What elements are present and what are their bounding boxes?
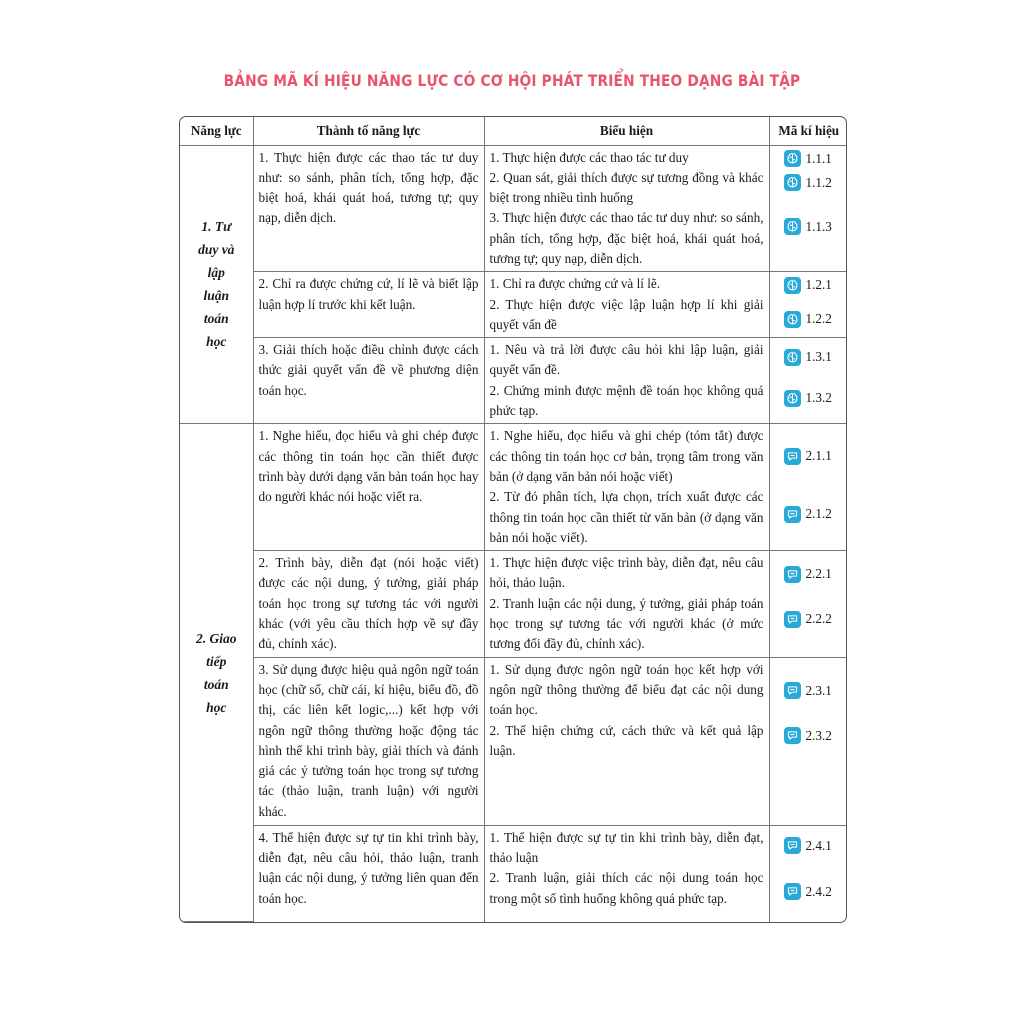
code-item — [784, 882, 832, 902]
brain-icon — [784, 311, 801, 328]
code-cell — [769, 551, 847, 657]
header-code: Mã kí hiệu — [769, 117, 847, 145]
code-label: 2.3.2 — [805, 727, 832, 743]
competency-table — [180, 117, 847, 922]
expression-cell — [484, 272, 769, 338]
brain-icon — [784, 150, 801, 167]
code-item — [784, 149, 832, 169]
expression-line: 2. Quan sát, giải thích được sự tương đồng và khác biệt trong nhiều tình huống — [489, 169, 764, 206]
competency-thinking: 1. Tư duy và lập luận toán học — [180, 145, 253, 424]
table-row — [180, 825, 847, 921]
chat-bubble-icon — [784, 883, 801, 900]
code-label: 2.1.2 — [805, 506, 832, 522]
element-cell: 2. Chỉ ra được chứng cứ, lí lẽ và biết lập luận hợp lí trước khi kết luận. — [253, 272, 484, 338]
expression-line: 2. Chứng minh được mệnh đề toán học không quá phức tạp. — [489, 382, 764, 419]
header-competency: Năng lực — [180, 117, 253, 145]
chat-bubble-icon — [784, 727, 801, 744]
code-label: 1.1.1 — [805, 150, 832, 166]
code-label: 1.3.1 — [805, 349, 832, 365]
chat-bubble-icon — [784, 506, 801, 523]
expression-cell — [484, 145, 769, 272]
expression-cell — [484, 825, 769, 921]
code-label: 2.1.1 — [805, 448, 832, 464]
brain-icon — [784, 390, 801, 407]
code-item — [784, 388, 832, 408]
expression-cell — [484, 424, 769, 551]
chat-bubble-icon — [784, 448, 801, 465]
code-item — [784, 609, 832, 629]
code-label: 1.2.1 — [805, 277, 832, 293]
table-row — [180, 424, 847, 551]
table-header-row — [180, 117, 847, 145]
expression-line: 2. Từ đó phân tích, lựa chọn, trích xuất được các thông tin toán học cần thiết từ văn bản (ở dạng văn bản nói hoặc viết). — [489, 489, 764, 545]
expression-line: 1. Thực hiện được các thao tác tư duy — [489, 149, 689, 165]
code-item — [784, 564, 832, 584]
table-row — [180, 338, 847, 424]
expression-line: 1. Thực hiện được việc trình bày, diễn đạt, nêu câu hỏi, thảo luận. — [489, 555, 764, 591]
brain-icon — [784, 349, 801, 366]
table-row — [180, 657, 847, 825]
table-row — [180, 551, 847, 657]
code-label: 1.1.3 — [805, 218, 832, 234]
code-label: 1.2.2 — [805, 311, 832, 327]
code-cell — [769, 338, 847, 424]
code-cell — [769, 424, 847, 551]
expression-cell — [484, 338, 769, 424]
code-item — [784, 309, 832, 329]
expression-line: 1. Sử dụng được ngôn ngữ toán học kết hợp với ngôn ngữ thông thường để biểu đạt các nội dung toán học. — [489, 661, 764, 718]
expression-line: 2. Thể hiện chứng cứ, cách thức và kết quả lập luận. — [489, 722, 764, 758]
page-title: BẢNG MÃ KÍ HIỆU NĂNG LỰC CÓ CƠ HỘI PHÁT TRIỂN THEO DẠNG BÀI TẬP — [223, 71, 801, 90]
code-cell — [769, 657, 847, 825]
brain-icon — [784, 218, 801, 235]
code-item — [784, 275, 832, 295]
chat-bubble-icon — [784, 837, 801, 854]
expression-line: 2. Tranh luận các nội dung, ý tưởng, giải pháp toán học trong sự tương tác với người khác (ở mức tương đối đầy đủ, chính xác). — [489, 595, 764, 652]
code-item — [784, 173, 832, 193]
header-expression: Biểu hiện — [484, 117, 769, 145]
element-cell: 3. Giải thích hoặc điều chỉnh được cách thức giải quyết vấn đề về phương diện toán học. — [253, 338, 484, 424]
code-label: 1.3.2 — [805, 390, 832, 406]
code-label: 2.4.1 — [805, 837, 832, 853]
expression-line: 3. Thực hiện được các thao tác tư duy như: so sánh, phân tích, tổng hợp, đặc biệt hoá, khái quát hoá, tương tự; quy nạp, diễn dịch. — [489, 210, 764, 266]
expression-line: 1. Thể hiện được sự tự tin khi trình bày, diễn đạt, thảo luận — [489, 829, 764, 865]
element-cell: 3. Sử dụng được hiệu quả ngôn ngữ toán học (chữ số, chữ cái, kí hiệu, biểu đồ, đồ thị, các liên kết logic,...) kết hợp với ngôn ngữ thông thường hoặc động tác hình thể khi trình bày, giải thích và đánh giá các ý tưởng toán học trong sự tương tác (thảo luận, tranh luận) với người khác. — [253, 657, 484, 825]
header-element: Thành tố năng lực — [253, 117, 484, 145]
code-label: 1.1.2 — [805, 174, 832, 190]
table-row — [180, 145, 847, 272]
code-cell — [769, 825, 847, 921]
expression-cell — [484, 657, 769, 825]
expression-line: 1. Chỉ ra được chứng cứ và lí lẽ. — [489, 276, 661, 292]
element-cell: 1. Thực hiện được các thao tác tư duy như: so sánh, phân tích, tổng hợp, đặc biệt hoá, khái quát hoá, tương tự; quy nạp, diễn dịch. — [253, 145, 484, 272]
expression-line: 2. Tranh luận, giải thích các nội dung toán học trong một số tình huống không quá phức tạp. — [489, 870, 764, 906]
code-item — [784, 446, 832, 466]
code-label: 2.2.2 — [805, 611, 832, 627]
brain-icon — [784, 277, 801, 294]
expression-line: 1. Nêu và trả lời được câu hỏi khi lập luận, giải quyết vấn đề. — [489, 342, 764, 378]
chat-bubble-icon — [784, 682, 801, 699]
element-cell: 2. Trình bày, diễn đạt (nói hoặc viết) được các nội dung, ý tưởng, giải pháp toán học trong sự tương tác với người khác (với yêu cầu thích hợp về sự đầy đủ, chính xác). — [253, 551, 484, 657]
competency-table-frame — [179, 116, 847, 923]
expression-cell — [484, 551, 769, 657]
code-label: 2.4.2 — [805, 883, 832, 899]
code-item — [784, 726, 832, 746]
chat-bubble-icon — [784, 611, 801, 628]
code-label: 2.2.1 — [805, 566, 832, 582]
element-cell: 4. Thể hiện được sự tự tin khi trình bày, diễn đạt, nêu câu hỏi, thảo luận, tranh luận các nội dung, ý tưởng liên quan đến toán học. — [253, 825, 484, 921]
code-item — [784, 504, 832, 524]
code-cell — [769, 145, 847, 272]
competency-communication: 2. Giao tiếp toán học — [180, 424, 253, 922]
element-cell: 1. Nghe hiểu, đọc hiểu và ghi chép được các thông tin toán học cần thiết được trình bày dưới dạng văn bản toán học hay do người khác nói hoặc viết ra. — [253, 424, 484, 551]
table-row — [180, 272, 847, 338]
expression-line: 2. Thực hiện được việc lập luận hợp lí khi giải quyết vấn đề — [489, 296, 764, 332]
code-item — [784, 217, 832, 237]
brain-icon — [784, 174, 801, 191]
code-item — [784, 681, 832, 701]
code-cell — [769, 272, 847, 338]
code-item — [784, 347, 832, 367]
expression-line: 1. Nghe hiểu, đọc hiểu và ghi chép (tóm tắt) được các thông tin toán học cơ bản, trọng tâm trong văn bản (ở dạng văn bản nói hoặc viết) — [489, 428, 764, 484]
code-label: 2.3.1 — [805, 682, 832, 698]
code-item — [784, 836, 832, 856]
chat-bubble-icon — [784, 566, 801, 583]
